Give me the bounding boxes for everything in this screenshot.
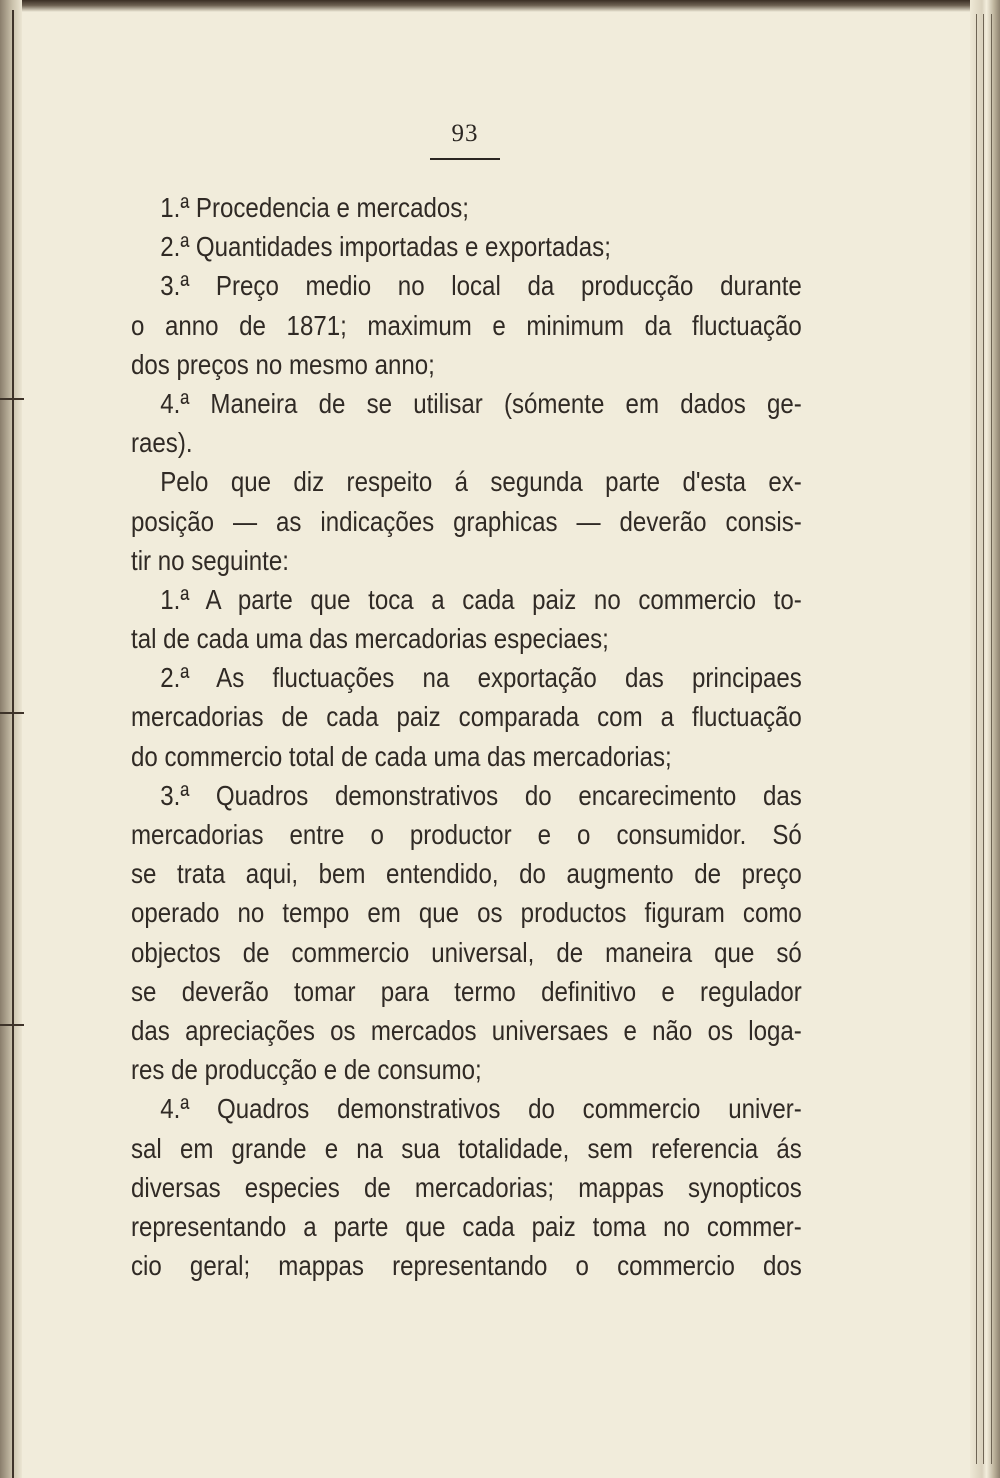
- body-text: [131, 188, 802, 1285]
- text-line: 2.ª As fluctuações na exportação das principaes: [160, 662, 802, 694]
- text-line: res de producção e de consumo;: [131, 1054, 482, 1086]
- page-number-rule: [430, 158, 500, 160]
- text-line: Pelo que diz respeito á segunda parte d'esta ex-: [160, 466, 802, 498]
- page-top-edge: [0, 0, 1000, 12]
- text-line: das apreciações os mercados universaes e não os loga-: [131, 1014, 802, 1046]
- text-line: 1.ª A parte que toca a cada paiz no commercio to-: [160, 583, 802, 615]
- text-line: representando a parte que cada paiz toma no commer-: [131, 1210, 802, 1242]
- text-line: mercadorias entre o productor e o consumidor. Só: [131, 819, 802, 850]
- fore-edge-line: [976, 14, 977, 1464]
- text-line: diversas especies de mercadorias; mappas synopticos: [131, 1171, 802, 1203]
- text-line: tir no seguinte:: [131, 544, 289, 576]
- text-line: tal de cada uma das mercadorias especiaes;: [131, 623, 609, 655]
- text-line: 3.ª Preço medio no local da producção durante: [160, 270, 802, 302]
- text-line: sal em grande e na sua totalidade, sem referencia ás: [131, 1132, 802, 1164]
- text-line: o anno de 1871; maximum e minimum da fluctuação: [131, 309, 802, 341]
- page-number: 93: [451, 120, 479, 147]
- text-line: 2.ª Quantidades importadas e exportadas;: [160, 231, 611, 263]
- text-line: posição — as indicações graphicas — deverão consis-: [131, 505, 802, 537]
- page-fore-edge: [970, 0, 1000, 1478]
- spine-line: [12, 10, 14, 1478]
- text-line: raes).: [131, 427, 193, 459]
- text-line: cio geral; mappas representando o commercio dos: [131, 1250, 802, 1282]
- text-line: se trata aqui, bem entendido, do augmento de preço: [131, 858, 802, 890]
- text-line: dos preços no mesmo anno;: [131, 348, 435, 380]
- binding-spine: [0, 0, 22, 1478]
- spine-mark: [0, 1024, 24, 1026]
- text-line: operado no tempo em que os productos figuram como: [131, 897, 802, 929]
- fore-edge-line: [983, 14, 984, 1464]
- text-line: 4.ª Quadros demonstrativos do commercio univer-: [160, 1093, 802, 1125]
- text-line: 4.ª Maneira de se utilisar (sómente em dados ge-: [160, 387, 802, 419]
- spine-mark: [0, 712, 24, 714]
- text-line: se deverão tomar para termo definitivo e regulador: [131, 975, 802, 1007]
- text-line: do commercio total de cada uma das mercadorias;: [131, 740, 672, 772]
- spine-mark: [0, 398, 24, 400]
- text-line: 3.ª Quadros demonstrativos do encarecimento das: [160, 779, 802, 811]
- text-line: mercadorias de cada paiz comparada com a fluctuação: [131, 701, 802, 733]
- text-line: objectos de commercio universal, de maneira que só: [131, 936, 802, 968]
- fore-edge-line: [991, 14, 992, 1464]
- text-line: 1.ª Procedencia e mercados;: [160, 192, 469, 223]
